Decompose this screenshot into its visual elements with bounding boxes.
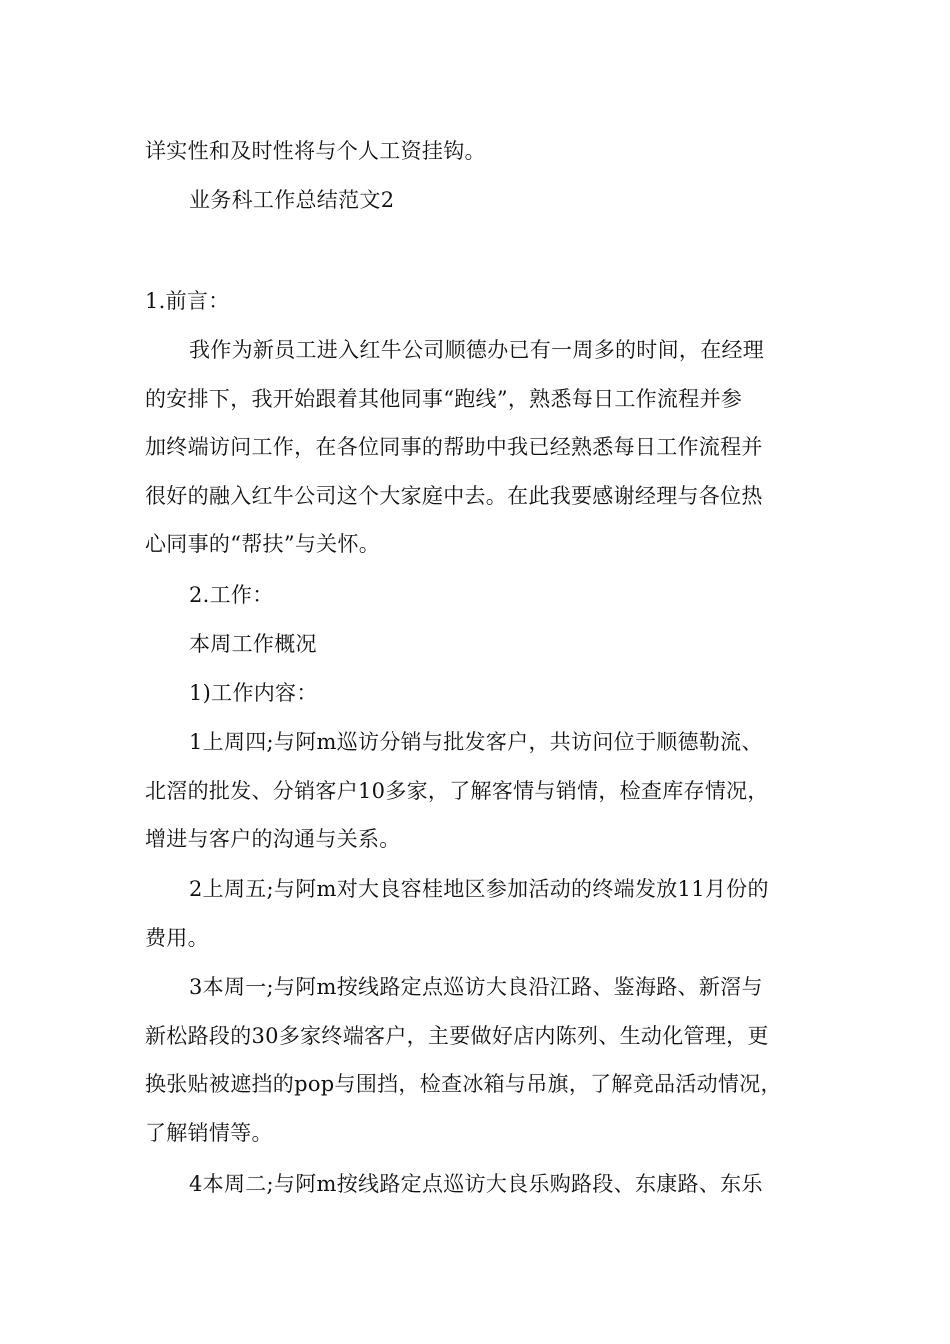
subheading-work	[145, 571, 817, 620]
text-line: 我作为新员工进入红牛公司顺德办已有一周多的时间，在经理	[189, 338, 765, 362]
list-item-monday	[145, 963, 817, 1157]
section-heading	[145, 176, 817, 225]
text-line: 加终端访问工作，在各位同事的帮助中我已经熟悉每日工作流程并	[145, 435, 763, 459]
text-line: 很好的融入红牛公司这个大家庭中去。在此我要感谢经理与各位热	[145, 483, 763, 508]
list-item-tuesday	[145, 1160, 817, 1209]
subheading-weekly-overview	[145, 620, 817, 669]
paragraph-closing-line	[145, 127, 817, 176]
text-line: 1上周四;与阿m巡访分销与批发客户，共访问位于顺德勒流、	[189, 730, 763, 754]
list-item-friday	[145, 865, 817, 962]
list-item-thursday	[145, 718, 817, 864]
subheading-preface	[145, 277, 817, 326]
text-line: 1.前言：	[145, 289, 230, 313]
subheading-work-content	[145, 669, 817, 718]
text-line: 北滘的批发、分销客户10多家，了解客情与销情，检查库存情况，	[145, 778, 769, 803]
text-line: 2上周五;与阿m对大良容桂地区参加活动的终端发放11月份的	[189, 877, 769, 901]
paragraph-preface-body	[145, 326, 817, 569]
text-line: 了解销情等。	[145, 1120, 273, 1145]
text-line: 4本周二;与阿m按线路定点巡访大良乐购路段、东康路、东乐	[189, 1172, 763, 1196]
text-line: 的安排下，我开始跟着其他同事“跑线”，熟悉每日工作流程并参	[145, 386, 743, 411]
text-line: 换张贴被遮挡的pop与围挡，检查冰箱与吊旗，了解竞品活动情况，	[145, 1072, 782, 1096]
text-line: 新松路段的30多家终端客户，主要做好店内陈列、生动化管理，更	[145, 1023, 769, 1048]
text-line: 详实性和及时性将与个人工资挂钩。	[145, 139, 486, 163]
text-line: 本周工作概况	[189, 632, 317, 656]
text-line: 3本周一;与阿m按线路定点巡访大良沿江路、鉴海路、新滘与	[189, 975, 763, 999]
text-line: 费用。	[145, 925, 209, 950]
text-line: 心同事的“帮扶”与关怀。	[145, 532, 381, 556]
text-line: 业务科工作总结范文2	[189, 188, 395, 212]
text-line: 增进与客户的沟通与关系。	[145, 827, 401, 851]
text-line: 1)工作内容：	[189, 681, 318, 705]
text-line: 2.工作：	[189, 583, 274, 607]
